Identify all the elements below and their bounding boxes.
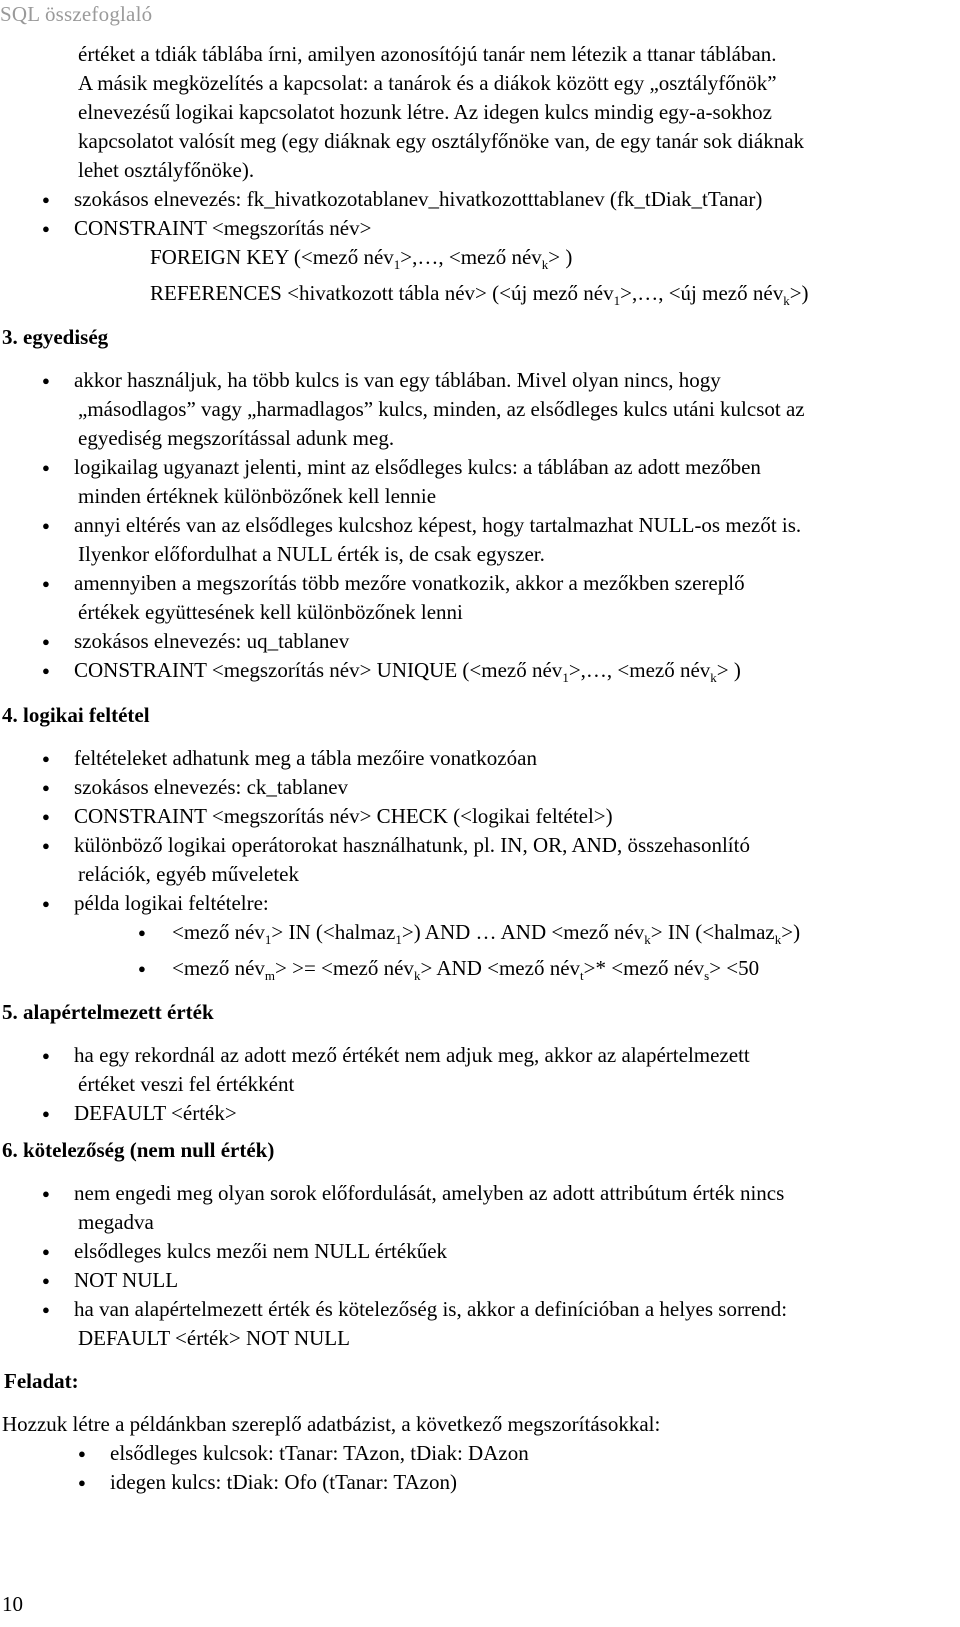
text-line: értéket a tdiák táblába írni, amilyen azonosítójú tanár nem létezik a ttanar táblában.	[78, 42, 777, 66]
list-item: ● különböző logikai operátorokat használhatunk, pl. IN, OR, AND, összehasonlító relációk, egyéb műveletek	[0, 831, 950, 889]
list-item: ● szokásos elnevezés: ck_tablanev	[0, 773, 950, 802]
section-heading-3: 3. egyediség	[2, 325, 109, 350]
fk-list	[0, 185, 950, 243]
list-item: ● logikailag ugyanazt jelenti, mint az elsődleges kulcs: a táblában az adott mezőben minden értéknek különbözőnek kell lennie	[0, 453, 950, 511]
list-item: ● ha egy rekordnál az adott mező értékét nem adjuk meg, akkor az alapértelmezett értéket veszi fel értékként	[0, 1041, 950, 1099]
list-item: ● NOT NULL	[0, 1266, 950, 1295]
text-line: lehet osztályfőnöke).	[78, 158, 255, 182]
check-list	[0, 744, 950, 918]
not-null-list	[0, 1179, 950, 1353]
text-line: kapcsolatot valósít meg (egy diáknak egy osztályfőnöke van, de egy tanár sok diáknak	[78, 129, 805, 153]
list-item: ● annyi eltérés van az elsődleges kulcshoz képest, hogy tartalmazhat NULL-os mezőt is. Ilyenkor előfordulhat a NULL érték is, de csak egyszer.	[0, 511, 950, 569]
list-item: ● elsődleges kulcs mezői nem NULL értékűek	[0, 1237, 950, 1266]
section-heading-6: 6. kötelezőség (nem null érték)	[2, 1137, 275, 1162]
page-body	[0, 40, 950, 1497]
text-line: elnevezésű logikai kapcsolatot hozunk létre. Az idegen kulcs mindig egy-a-sokhoz	[78, 100, 772, 124]
list-item: ● CONSTRAINT <megszorítás név> UNIQUE (<mező név$_1$>,…, <mező név$_k$> )	[0, 656, 950, 692]
list-item: ● CONSTRAINT <megszorítás név>	[0, 214, 950, 243]
list-item: ● szokásos elnevezés: fk_hivatkozotablanev_hivatkozotttablanev (fk_tDiak_tTanar)	[0, 185, 950, 214]
page-number: 10	[2, 1592, 23, 1616]
example-item: ● <mező név$_m$> >= <mező név$_k$> AND <mező név$_t$>* <mező név$_s$> <50	[0, 954, 950, 990]
list-item: ● példa logikai feltételre:	[0, 889, 950, 918]
task-heading: Feladat:	[4, 1368, 79, 1393]
list-item: ● akkor használjuk, ha több kulcs is van egy táblában. Mivel olyan nincs, hogy „másodlagos” vagy „harmadlagos” kulcs, minden, az elsődleges kulcs utáni kulcsot az egyediség megszorítással adunk meg.	[0, 366, 950, 453]
example-item: ● <mező név$_1$> IN (<halmaz$_1$>) AND … AND <mező név$_k$> IN (<halmaz$_k$>)	[0, 918, 950, 954]
uniqueness-list	[0, 366, 950, 692]
running-header: SQL összefoglaló	[0, 2, 153, 26]
list-item: ● ha van alapértelmezett érték és kötelezőség is, akkor a definícióban a helyes sorrend: DEFAULT <érték> NOT NULL	[0, 1295, 950, 1353]
intro-paragraph	[0, 40, 950, 185]
references-line: REFERENCES <hivatkozott tábla név> (<új mező név$_1$>,…, <új mező név$_k$>)	[150, 281, 809, 309]
list-item: ● szokásos elnevezés: uq_tablanev	[0, 627, 950, 656]
task-item: ● idegen kulcs: tDiak: Ofo (tTanar: TAzon)	[0, 1468, 950, 1497]
section-heading-4: 4. logikai feltétel	[2, 702, 150, 727]
task-item: ● elsődleges kulcsok: tTanar: TAzon, tDiak: DAzon	[0, 1439, 950, 1468]
section-heading-5: 5. alapértelmezett érték	[2, 999, 214, 1024]
foreign-key-line: FOREIGN KEY (<mező név$_1$>,…, <mező név$_k$> )	[150, 245, 573, 273]
list-item: ● amennyiben a megszorítás több mezőre vonatkozik, akkor a mezőkben szereplő értékek együttesének kell különbözőnek lenni	[0, 569, 950, 627]
list-item: ● DEFAULT <érték>	[0, 1099, 950, 1128]
example-list	[0, 918, 950, 990]
text-line: A másik megközelítés a kapcsolat: a tanárok és a diákok között egy „osztályfőnök”	[78, 71, 777, 95]
task-intro: Hozzuk létre a példánkban szereplő adatbázist, a következő megszorításokkal:	[2, 1411, 661, 1436]
list-item: ● nem engedi meg olyan sorok előfordulását, amelyben az adott attribútum érték nincs megadva	[0, 1179, 950, 1237]
list-item: ● CONSTRAINT <megszorítás név> CHECK (<logikai feltétel>)	[0, 802, 950, 831]
task-list	[0, 1439, 950, 1497]
list-item: ● feltételeket adhatunk meg a tábla mezőire vonatkozóan	[0, 744, 950, 773]
default-list	[0, 1041, 950, 1128]
